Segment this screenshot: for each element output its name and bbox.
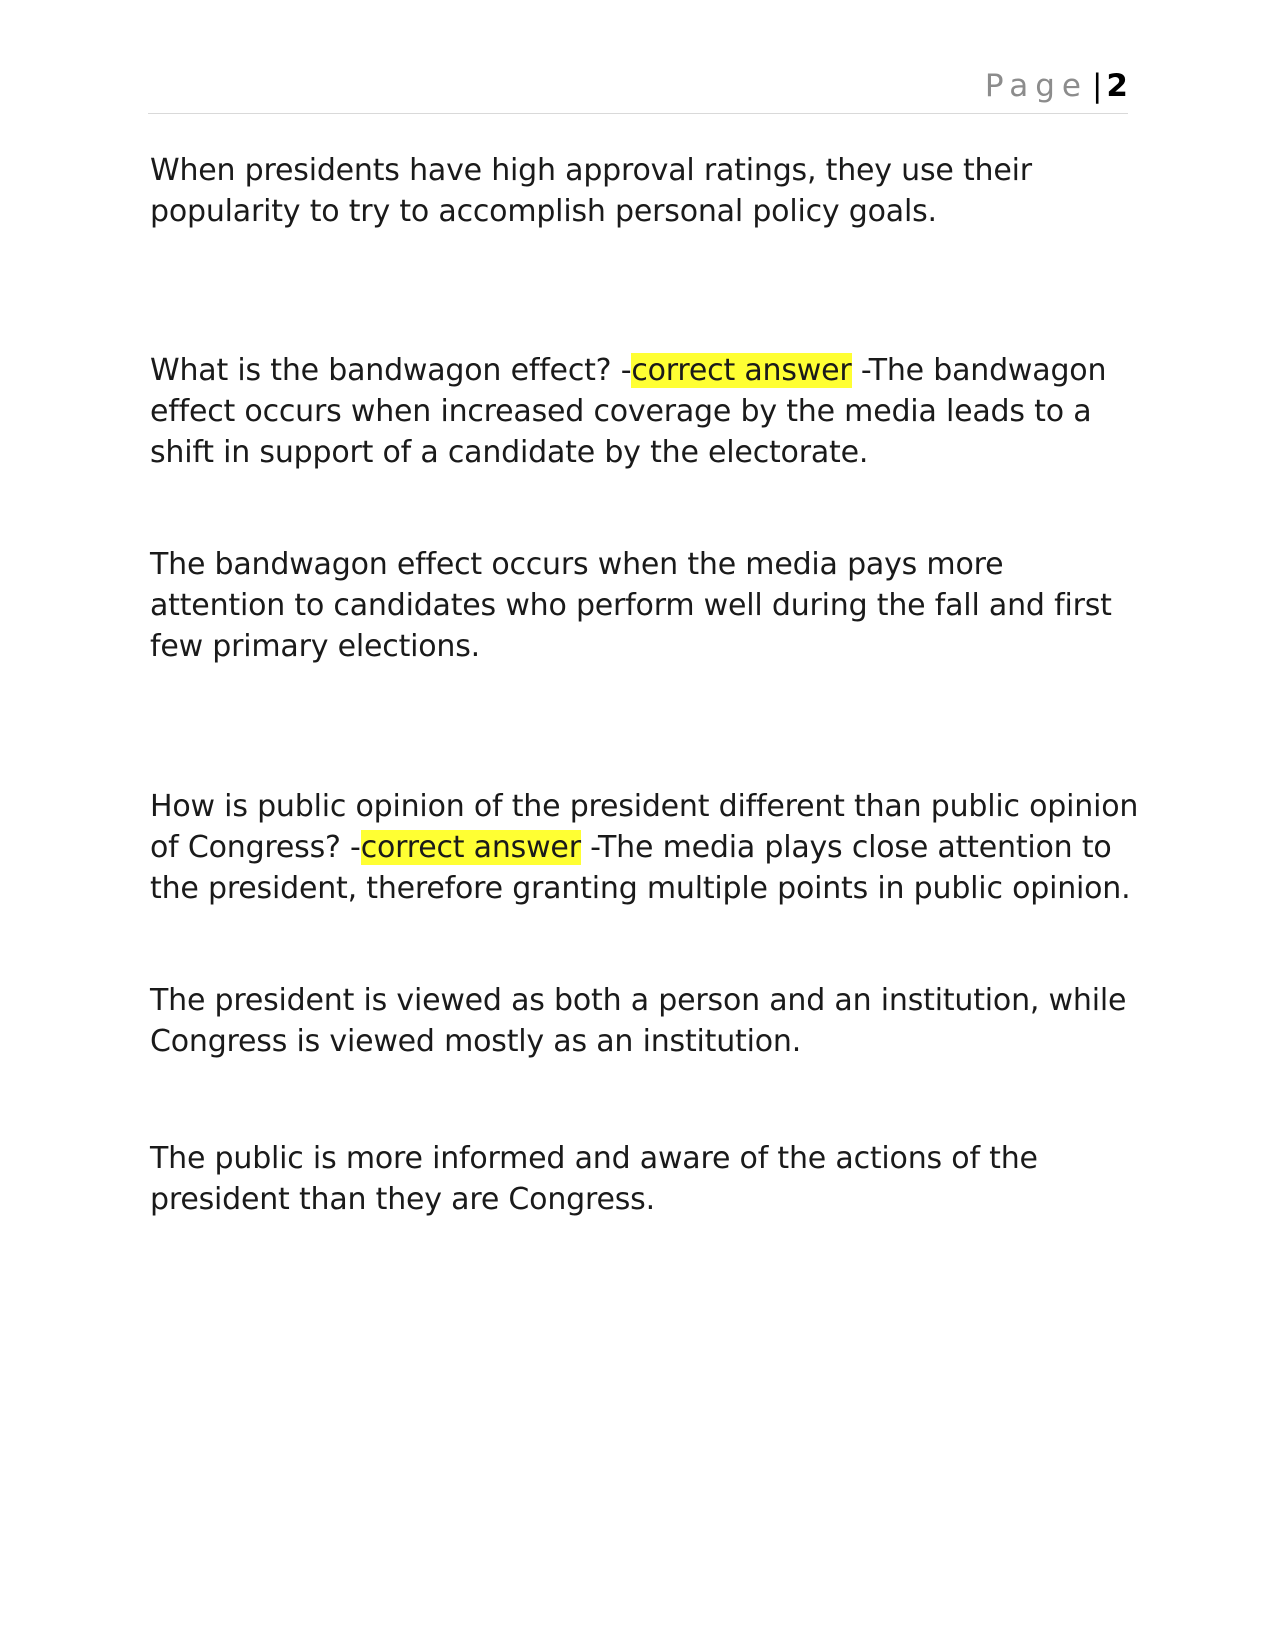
- paragraph-president-institution: The president is viewed as both a person and an institution, while Congress is viewed mostly as an institution.: [150, 983, 1127, 1059]
- question-text: How is public opinion of the president different than public opinion of Congress? -: [150, 789, 1139, 865]
- page-label: Page: [984, 68, 1088, 104]
- question-bandwagon-effect: [150, 350, 1140, 473]
- answer-text: -The bandwagon effect occurs when increased coverage by the media leads to a shift in support of a candidate by the electorate.: [150, 353, 1107, 470]
- page-number: 2: [1106, 68, 1128, 104]
- paragraph-approval-ratings: When presidents have high approval ratings, they use their popularity to try to accomplish personal policy goals.: [150, 153, 1032, 229]
- page-separator: |: [1091, 68, 1103, 104]
- question-public-opinion: [150, 786, 1140, 909]
- correct-answer-highlight: correct answer: [360, 830, 581, 865]
- paragraph-public-informed: The public is more informed and aware of the actions of the president than they are Congress.: [150, 1141, 1038, 1217]
- paragraph-bandwagon-media: The bandwagon effect occurs when the media pays more attention to candidates who perform well during the fall and first few primary elections.: [150, 547, 1112, 664]
- question-text: What is the bandwagon effect? -: [150, 353, 632, 388]
- correct-answer-highlight: correct answer: [631, 353, 852, 388]
- page-header: [148, 68, 1128, 114]
- answer-text: -The media plays close attention to the president, therefore granting multiple points in public opinion.: [150, 830, 1131, 906]
